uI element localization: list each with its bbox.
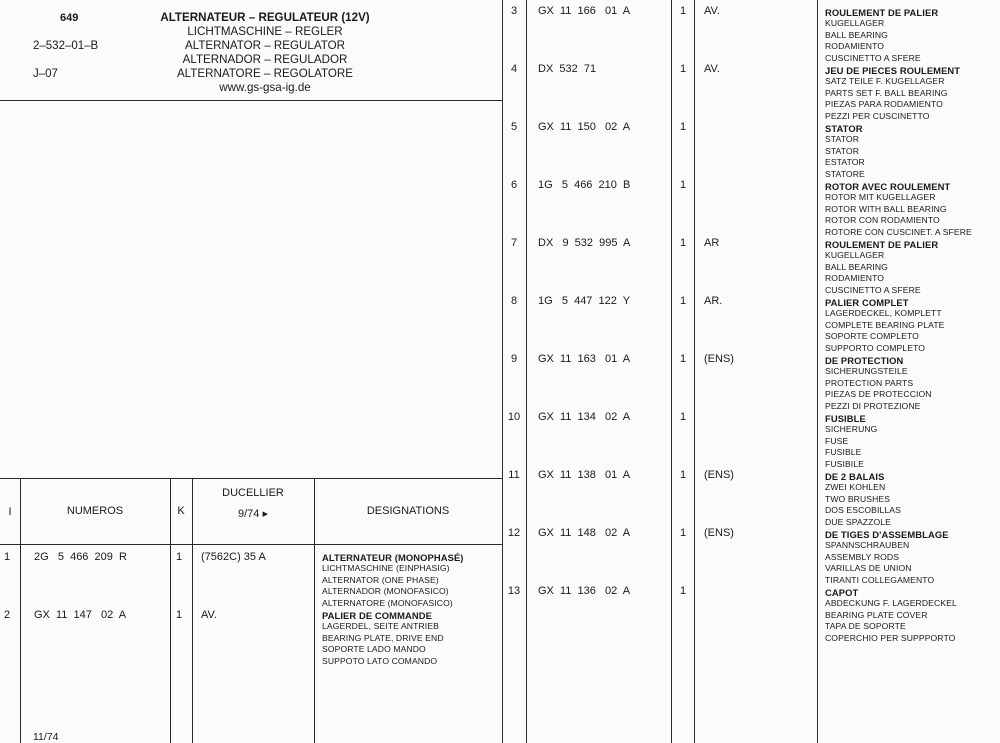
designation-line: DUE SPAZZOLE [825,516,891,527]
part-number: DX 532 71 [538,63,597,75]
designation-line: FUSIBLE [825,447,862,458]
designation-title: DE PROTECTION [825,355,904,366]
row-index: 10 [507,411,521,423]
designation-line: ALTERNADOR (MONOFASICO) [322,586,449,597]
designation-block [825,471,901,528]
designation-block [825,529,949,586]
row-index: 4 [510,63,518,75]
designation-line: ROTORE CON CUSCINET. A SFERE [825,226,972,237]
reference-number: 2–532–01–B [33,40,99,52]
designation-line: COMPLETE BEARING PLATE [825,319,945,330]
designation-line: PEZZI PER CUSCINETTO [825,110,930,121]
designation-line: BALL BEARING [825,29,888,40]
part-number: GX 11 148 02 A [538,527,631,539]
designation-line: COPERCHIO PER SUPPPORTO [825,632,956,643]
designation-title: CAPOT [825,587,859,598]
ducellier-ref: AV. [201,609,217,621]
designation-line: FUSE [825,435,849,446]
designation-line: SICHERUNGSTEILE [825,366,908,377]
designation-block [825,65,960,122]
header-ducellier: DUCELLIER [222,487,284,499]
designation-block [825,297,945,354]
table-header-top-rule [0,478,502,479]
row-index: 6 [510,179,518,191]
designation-title: STATOR [825,123,863,134]
rule-right-ducellier [817,0,818,743]
rule-right-k [694,0,695,743]
row-index: 5 [510,121,518,133]
designation-line: PROTECTION PARTS [825,377,914,388]
title-de: LICHTMASCHINE – REGLER [187,25,343,39]
rule-right-numeros [671,0,672,743]
designation-line: ROTOR WITH BALL BEARING [825,203,947,214]
designation-title: PALIER DE COMMANDE [322,610,432,621]
designation-line: PIEZAS DE PROTECCION [825,389,932,400]
header-numeros: NUMEROS [66,505,124,517]
row-index: 2 [3,609,11,621]
part-number: GX 11 134 02 A [538,411,631,423]
designation-line: CUSCINETTO A SFERE [825,284,921,295]
rule-right-index [526,0,527,743]
designation-block [825,355,932,412]
designation-title: FUSIBLE [825,413,866,424]
designation-line: STATOR [825,145,860,156]
quantity-k: 1 [680,237,687,249]
designation-line: RODAMIENTO [825,273,885,284]
part-number: GX 11 136 02 A [538,585,631,597]
designation-line: SATZ TEILE F. KUGELLAGER [825,76,945,87]
part-number: DX 9 532 995 A [538,237,631,249]
designation-line: VARILLAS DE UNION [825,563,912,574]
designation-title: ROTOR AVEC ROULEMENT [825,181,951,192]
header-k: K [177,505,185,517]
quantity-k: 1 [176,609,183,621]
table-header-bottom-rule [0,544,502,545]
designation-line: TAPA DE SOPORTE [825,621,906,632]
designation-line: KUGELLAGER [825,250,885,261]
title-it: ALTERNATORE – REGOLATORE [176,67,354,81]
quantity-k: 1 [680,411,687,423]
designation-title: PALIER COMPLET [825,297,909,308]
quantity-k: 1 [680,527,687,539]
designation-line: SUPPOTO LATO COMANDO [322,655,438,666]
quantity-k: 1 [680,585,687,597]
designation-line: PIEZAS PARA RODAMIENTO [825,99,943,110]
ducellier-ref: AR. [704,295,723,307]
designation-line: ABDECKUNG F. LAGERDECKEL [825,598,957,609]
quantity-k: 1 [680,295,687,307]
quantity-k: 1 [176,551,183,563]
row-index: 13 [507,585,521,597]
designation-line: TIRANTI COLLEGAMENTO [825,574,935,585]
designation-line: KUGELLAGER [825,18,885,29]
row-index: 8 [510,295,518,307]
designation-line: FUSIBILE [825,458,865,469]
designation-line: ALTERNATORE (MONOFASICO) [322,597,453,608]
row-index: 9 [510,353,518,365]
header-designations: DESIGNATIONS [366,505,450,517]
part-number: 1G 5 447 122 Y [538,295,631,307]
part-number: GX 11 138 01 A [538,469,631,481]
designation-block [825,413,877,470]
quantity-k: 1 [680,63,687,75]
row-index: 7 [510,237,518,249]
part-number: GX 11 150 02 A [538,121,631,133]
rule-left-ducellier [314,478,315,743]
quantity-k: 1 [680,469,687,481]
ducellier-ref: AV. [704,63,720,75]
footer-date: 11/74 [33,731,59,743]
designation-line: SOPORTE LADO MANDO [322,644,426,655]
part-number: 2G 5 466 209 R [34,551,127,563]
ducellier-ref: (7562C) 35 A [201,551,266,563]
title-fr: ALTERNATEUR – REGULATEUR (12V) [160,11,370,24]
quantity-k: 1 [680,353,687,365]
designation-line: ZWEI KOHLEN [825,482,886,493]
ducellier-ref: (ENS) [704,469,734,481]
designation-line: BEARING PLATE COVER [825,609,928,620]
designation-line: CUSCINETTO A SFERE [825,52,921,63]
designation-line: TWO BRUSHES [825,493,891,504]
rule-left-numeros [170,478,171,743]
website[interactable]: www.gs-gsa-ig.de [219,81,311,95]
row-index: 3 [510,5,518,17]
designation-block [825,181,972,238]
designation-line: BALL BEARING [825,261,888,272]
quantity-k: 1 [680,5,687,17]
designation-line: ESTATOR [825,157,865,168]
designation-line: SOPORTE COMPLETO [825,331,919,342]
designation-block [322,552,464,609]
designation-line: STATOR [825,134,860,145]
designation-line: SPANNSCHRAUBEN [825,540,910,551]
page-code: 649 [60,12,79,24]
designation-line: ROTOR CON RODAMIENTO [825,215,940,226]
designation-line: LICHTMASCHINE (EINPHASIG) [322,563,450,574]
designation-line: BEARING PLATE, DRIVE END [322,632,444,643]
ducellier-ref: (ENS) [704,527,734,539]
designation-line: LAGERDECKEL, KOMPLETT [825,308,942,319]
part-number: 1G 5 466 210 B [538,179,631,191]
designation-line: ASSEMBLY RODS [825,551,900,562]
designation-title: ROULEMENT DE PALIER [825,7,939,18]
designation-line: LAGERDEL, SEITE ANTRIEB [322,621,439,632]
title-es: ALTERNADOR – REGULADOR [182,53,348,67]
ducellier-ref: AR [704,237,720,249]
designation-title: DE 2 BALAIS [825,471,885,482]
title-en: ALTERNATOR – REGULATOR [185,39,345,53]
designation-block [825,123,865,180]
designation-title: ALTERNATEUR (MONOPHASÉ) [322,552,464,563]
designation-line: SUPPORTO COMPLETO [825,342,926,353]
designation-block [825,587,957,644]
row-index: 1 [3,551,11,563]
rule-main-divider [502,0,503,743]
quantity-k: 1 [680,121,687,133]
designation-line: DOS ESCOBILLAS [825,505,901,516]
ducellier-ref: AV. [704,5,720,17]
designation-block [825,239,938,296]
designation-title: DE TIGES D'ASSEMBLAGE [825,529,949,540]
part-number: GX 11 147 02 A [34,609,127,621]
rule-left-index [20,478,21,743]
row-index: 12 [507,527,521,539]
ducellier-ref: (ENS) [704,353,734,365]
row-index: 11 [508,469,520,481]
part-number: GX 11 163 01 A [538,353,631,365]
designation-line: SICHERUNG [825,424,878,435]
designation-line: PARTS SET F. BALL BEARING [825,87,948,98]
designation-line: ALTERNATOR (ONE PHASE) [322,574,439,585]
header-index: I [8,506,12,518]
designation-line: PEZZI DI PROTEZIONE [825,400,921,411]
designation-block [825,7,938,64]
header-divider [0,100,502,101]
designation-line: ROTOR MIT KUGELLAGER [825,192,936,203]
designation-line: RODAMIENTO [825,41,885,52]
quantity-k: 1 [680,179,687,191]
part-number: GX 11 166 01 A [538,5,631,17]
designation-title: ROULEMENT DE PALIER [825,239,939,250]
title-block [130,11,400,96]
designation-block [322,610,444,667]
designation-title: JEU DE PIECES ROULEMENT [825,65,961,76]
designation-line: STATORE [825,168,865,179]
issue-code: J–07 [33,68,58,80]
header-ducellier-date: 9/74 ▸ [238,508,268,520]
